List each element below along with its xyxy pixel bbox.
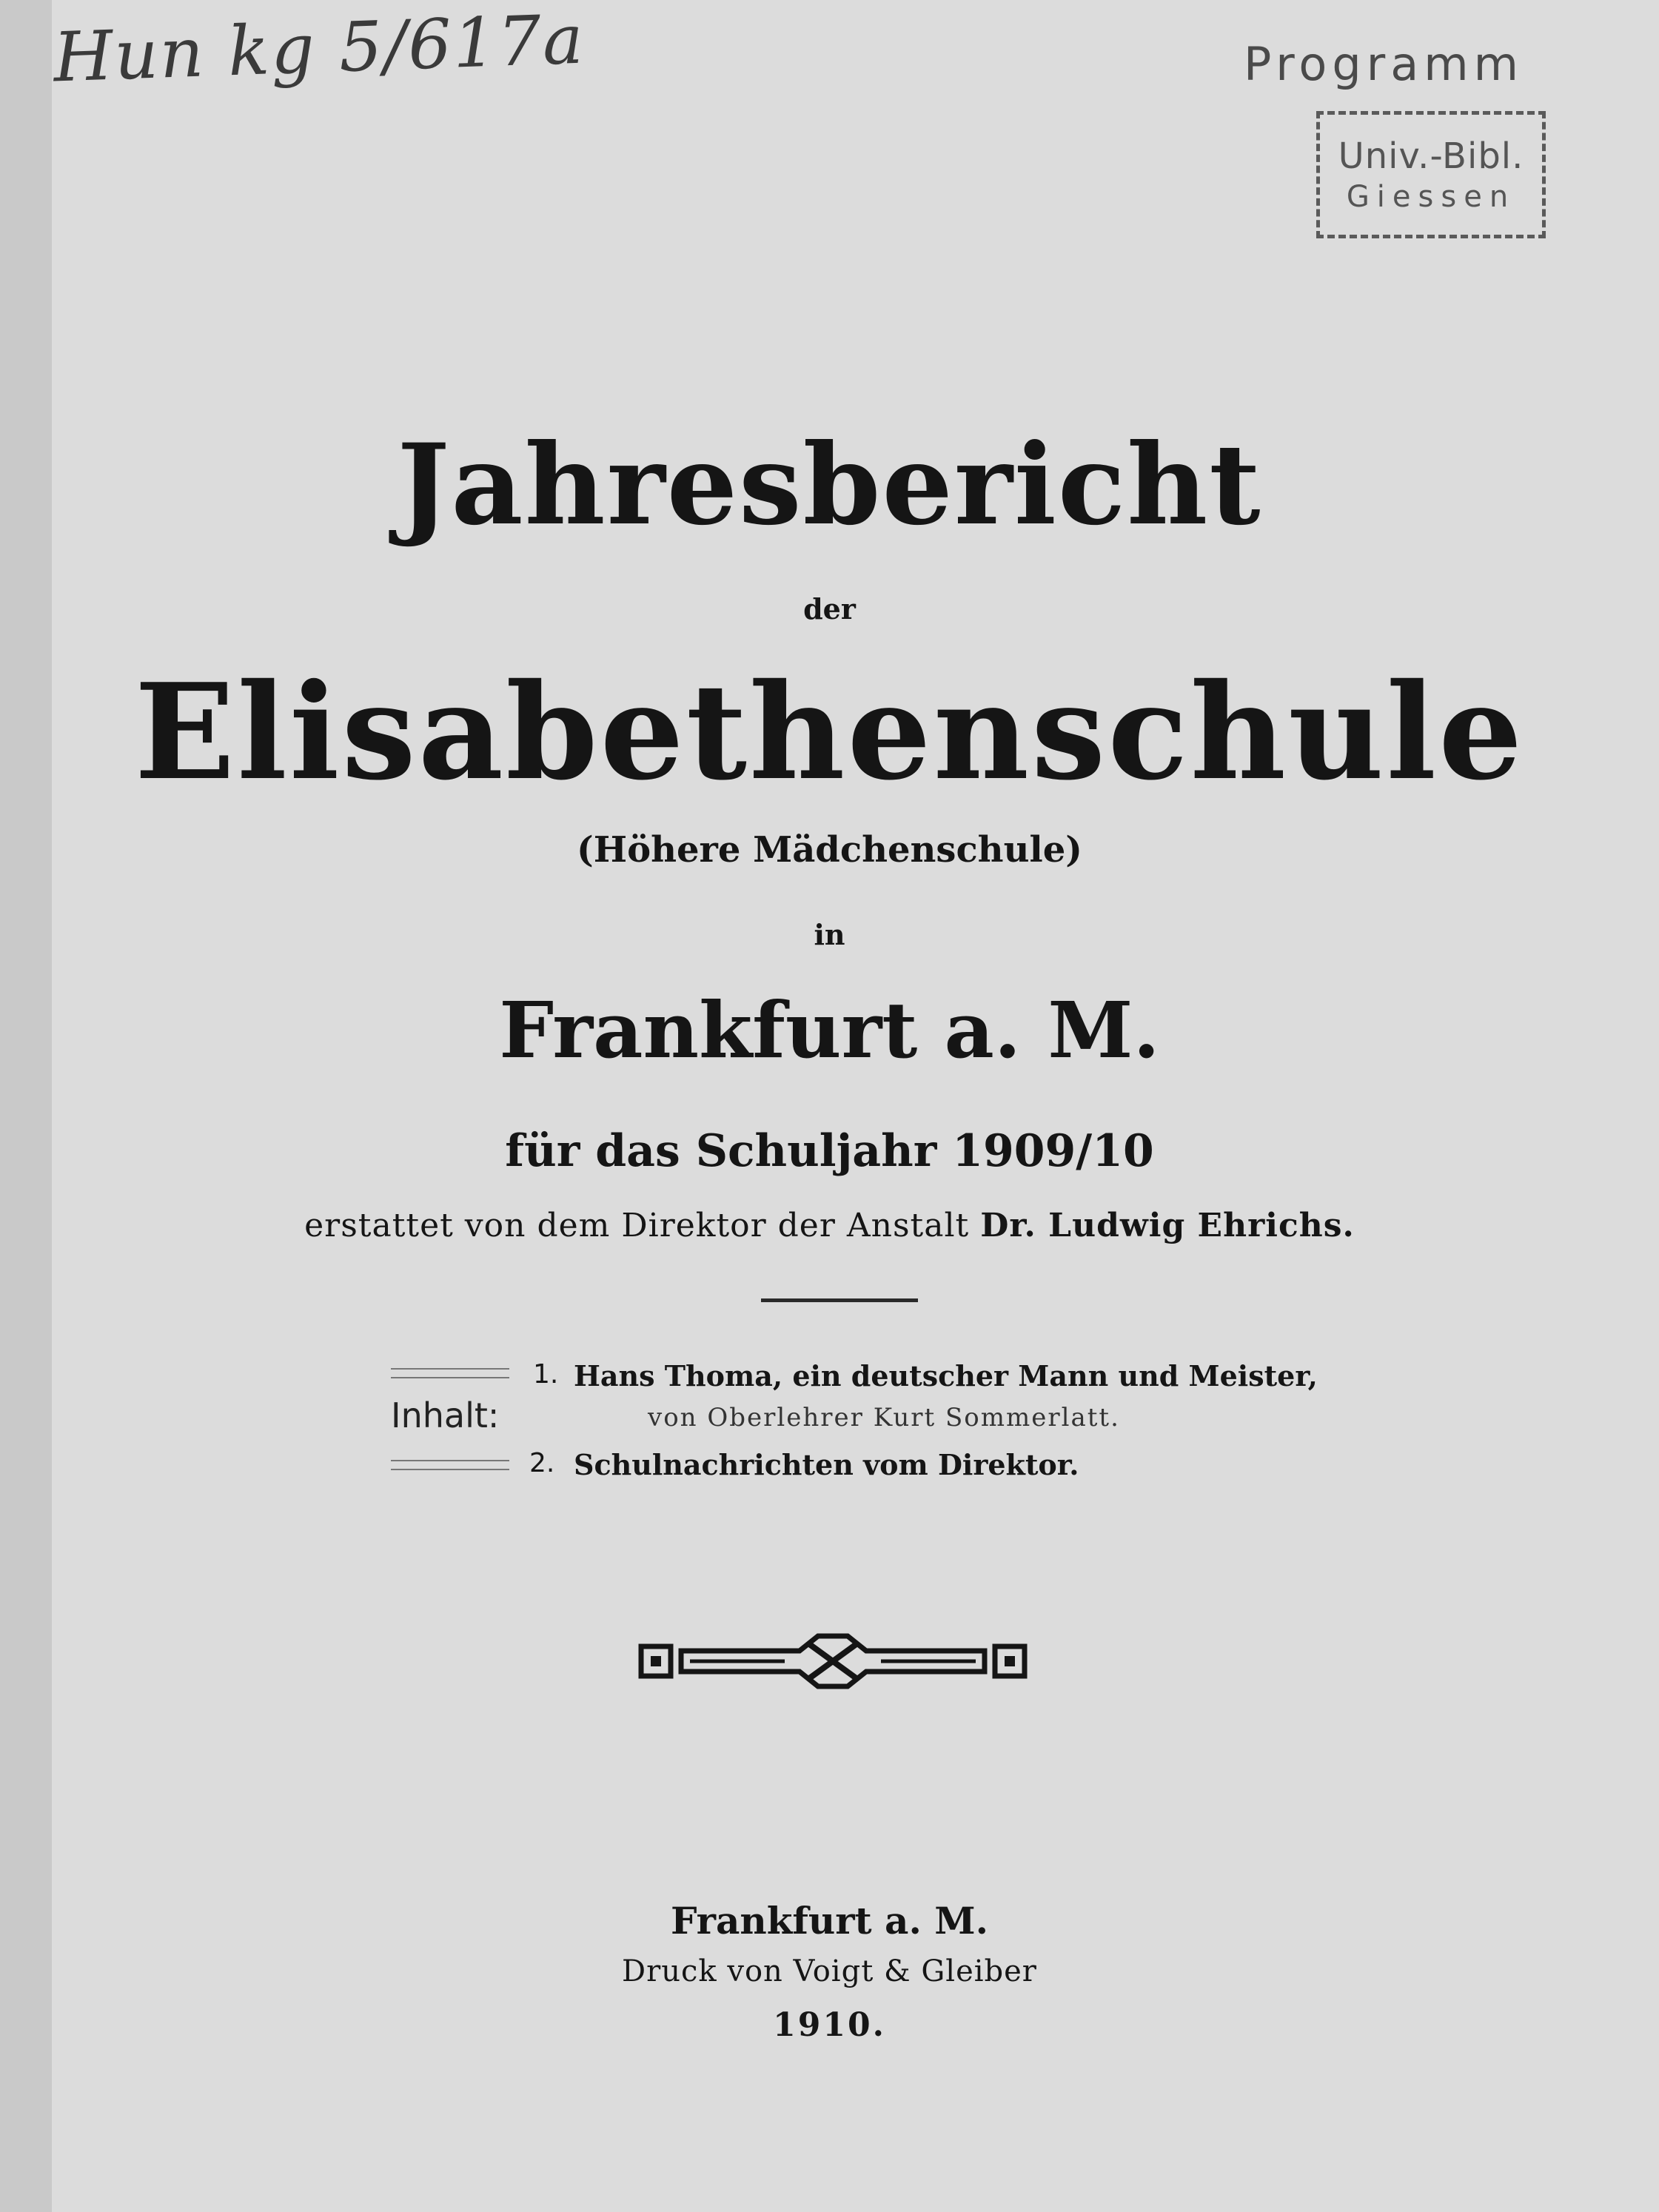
handwritten-shelfmark: Hun kg 5/617a bbox=[52, 0, 586, 98]
imprint-city: Frankfurt a. M. bbox=[670, 1899, 989, 1943]
school-type: (Höhere Mädchenschule) bbox=[577, 829, 1082, 871]
contents-rule-bottom bbox=[391, 1460, 509, 1470]
reporter-name: Dr. Ludwig Ehrichs. bbox=[980, 1207, 1355, 1244]
contents-item-2-title: Schulnachrichten vom Direktor. bbox=[574, 1448, 1079, 1481]
contents-item-1-number: 1. bbox=[533, 1359, 559, 1390]
school-name: Elisabethenschule bbox=[134, 654, 1525, 809]
imprint-printer: Druck von Voigt & Gleiber bbox=[622, 1954, 1037, 1988]
program-label: Programm bbox=[1244, 37, 1524, 91]
reporter-prefix: erstattet von dem Direktor der Anstalt bbox=[304, 1207, 970, 1244]
imprint-year: 1910. bbox=[773, 2006, 886, 2044]
contents-item-2-number: 2. bbox=[529, 1448, 555, 1478]
connector-der: der bbox=[803, 592, 856, 626]
city-title: Frankfurt a. M. bbox=[499, 985, 1160, 1076]
reporter-line bbox=[0, 1207, 1659, 1244]
divider-rule bbox=[761, 1298, 918, 1302]
library-stamp bbox=[1316, 111, 1546, 238]
report-title: Jahresbericht bbox=[397, 420, 1262, 550]
contents-item-1-subtitle: von Oberlehrer Kurt Sommerlatt. bbox=[648, 1403, 1120, 1432]
stamp-line-2: Giessen bbox=[1346, 180, 1516, 214]
contents-label: Inhalt: bbox=[391, 1395, 500, 1435]
stamp-line-1: Univ.-Bibl. bbox=[1338, 135, 1524, 177]
contents-rule-top bbox=[391, 1368, 509, 1378]
contents-item-1-title: Hans Thoma, ein deutscher Mann und Meister, bbox=[574, 1359, 1318, 1392]
school-year: für das Schuljahr 1909/10 bbox=[505, 1125, 1154, 1177]
connector-in: in bbox=[814, 918, 845, 951]
binding-strip bbox=[0, 0, 52, 2212]
ornament-icon bbox=[637, 1629, 1029, 1695]
